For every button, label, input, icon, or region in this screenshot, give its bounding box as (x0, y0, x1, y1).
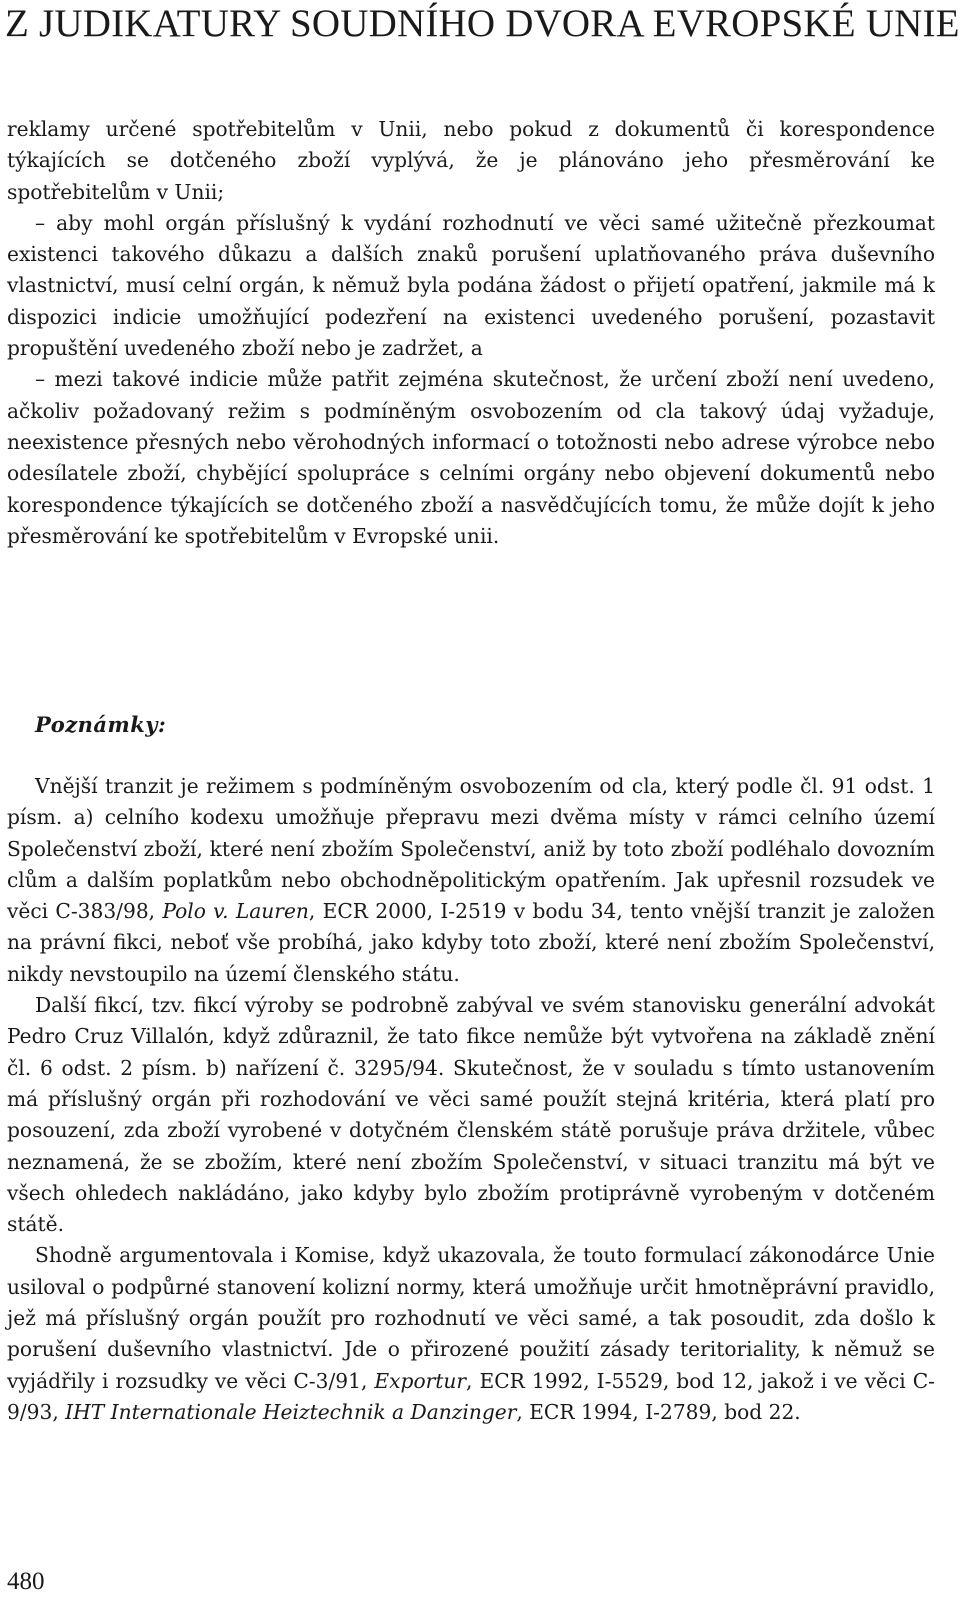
paragraph-continuation: reklamy určené spotřebitelům v Unii, nebo pokud z dokumentů či korespondence týkajících se dotčeného zboží vyplývá, že je plánováno jeho přesměrování ke spotřebitelům v Unii; (7, 117, 935, 204)
notes-paragraph-2: Další fikcí, tzv. fikcí výroby se podrobně zabýval ve svém stanovisku generální advokát Pedro Cruz Villalón, když zdůraznil, že tato fikce nemůže být vytvořena na základě znění čl. 6 odst. 2 písm. b) nařízení č. 3295/94. Skutečnost, že v souladu s tímto ustanovením má příslušný orgán při rozhodování ve věci samé použít stejná kritéria, která platí pro posouzení, zda zboží vyrobené v dotyčném členském státě porušuje práva držitele, vůbec neznamená, že se zbožím, které není zbožím Společenství, v situaci tranzitu má být ve všech ohledech nakládáno, jako kdyby bylo zbožím protiprávně vyrobeným v dotčeném státě. (7, 993, 935, 1237)
notes-text: , ECR 1994, I-2789, bod 22. (516, 1399, 801, 1424)
notes-text: Vnější tranzit je režimem s podmíněným osvobozením od cla, který podle čl. 91 odst. 1 písm. a) celního kodexu umožňuje přepravu mezi dvěma místy v rámci celního území Společenství zboží, které není zbožím Společenství, aniž by toto zboží podléhalo dovozním clům a dalším poplatkům nebo obchodněpolitickým opatřením. Jak upřesnil rozsudek ve věci C-383/98, (7, 774, 935, 924)
page-number: 480 (7, 1568, 45, 1595)
notes-text: , ECR 1992, I-5529, bod 12, jakož i ve věci C-9/93, (7, 1368, 935, 1424)
judgment-excerpt (7, 114, 935, 552)
notes-paragraph-1 (7, 771, 935, 990)
paragraph-dash-item-1: – aby mohl orgán příslušný k vydání rozhodnutí ve věci samé užitečně přezkoumat existenci takového důkazu a dalších znaků porušení uplatňovaného práva duševního vlastnictví, musí celní orgán, k němuž byla podána žádost o přijetí opatření, jakmile má k dispozici indicie umožňující podezření na existenci uvedeného porušení, pozastavit propuštění uvedeného zboží nebo je zadržet, a (7, 210, 935, 361)
case-name: IHT Internationale Heiztechnik a Danzinger (65, 1399, 517, 1424)
notes-text: , ECR 2000, I-2519 v bodu 34, tento vnější tranzit je založen na právní fikci, neboť vše probíhá, jako kdyby toto zboží, které není zbožím Společenství, nikdy nevstoupilo na území členského státu. (7, 899, 936, 986)
notes-text: Shodně argumentovala i Komise, když ukazovala, že touto formulací zákonodárce Unie usiloval o podpůrné stanovení kolizní normy, která umožňuje určit hmotněprávní pravidlo, jež má příslušný orgán použít pro rozhodnutí ve věci samé, a tak posoudit, zda došlo k porušení duševního vlastnictví. Jde o přirozené použití zásady teritoriality, k němuž se vyjádřily i rozsudky ve věci C-3/91, (7, 1243, 935, 1393)
case-name: Polo v. Lauren (162, 899, 309, 924)
notes-paragraph-3 (7, 1240, 935, 1428)
case-name: Exportur (374, 1368, 467, 1393)
paragraph-dash-item-2: – mezi takové indicie může patřit zejména skutečnost, že určení zboží není uvedeno, ačkoliv požadovaný režim s podmíněným osvobozením od cla takový údaj vyžaduje, neexistence přesných nebo věrohodných informací o totožnosti nebo adrese výrobce nebo odesílatele zboží, chybějící spolupráce s celními orgány nebo objevení dokumentů nebo korespondence týkajících se dotčeného zboží a nasvědčujících tomu, že může dojít k jeho přesměrování ke spotřebitelům v Evropské unii. (7, 367, 935, 548)
notes-heading: Poznámky: (35, 712, 167, 737)
running-header: Z JUDIKATURY SOUDNÍHO DVORA EVROPSKÉ UNIE (5, 2, 960, 45)
notes-section (7, 771, 935, 1428)
